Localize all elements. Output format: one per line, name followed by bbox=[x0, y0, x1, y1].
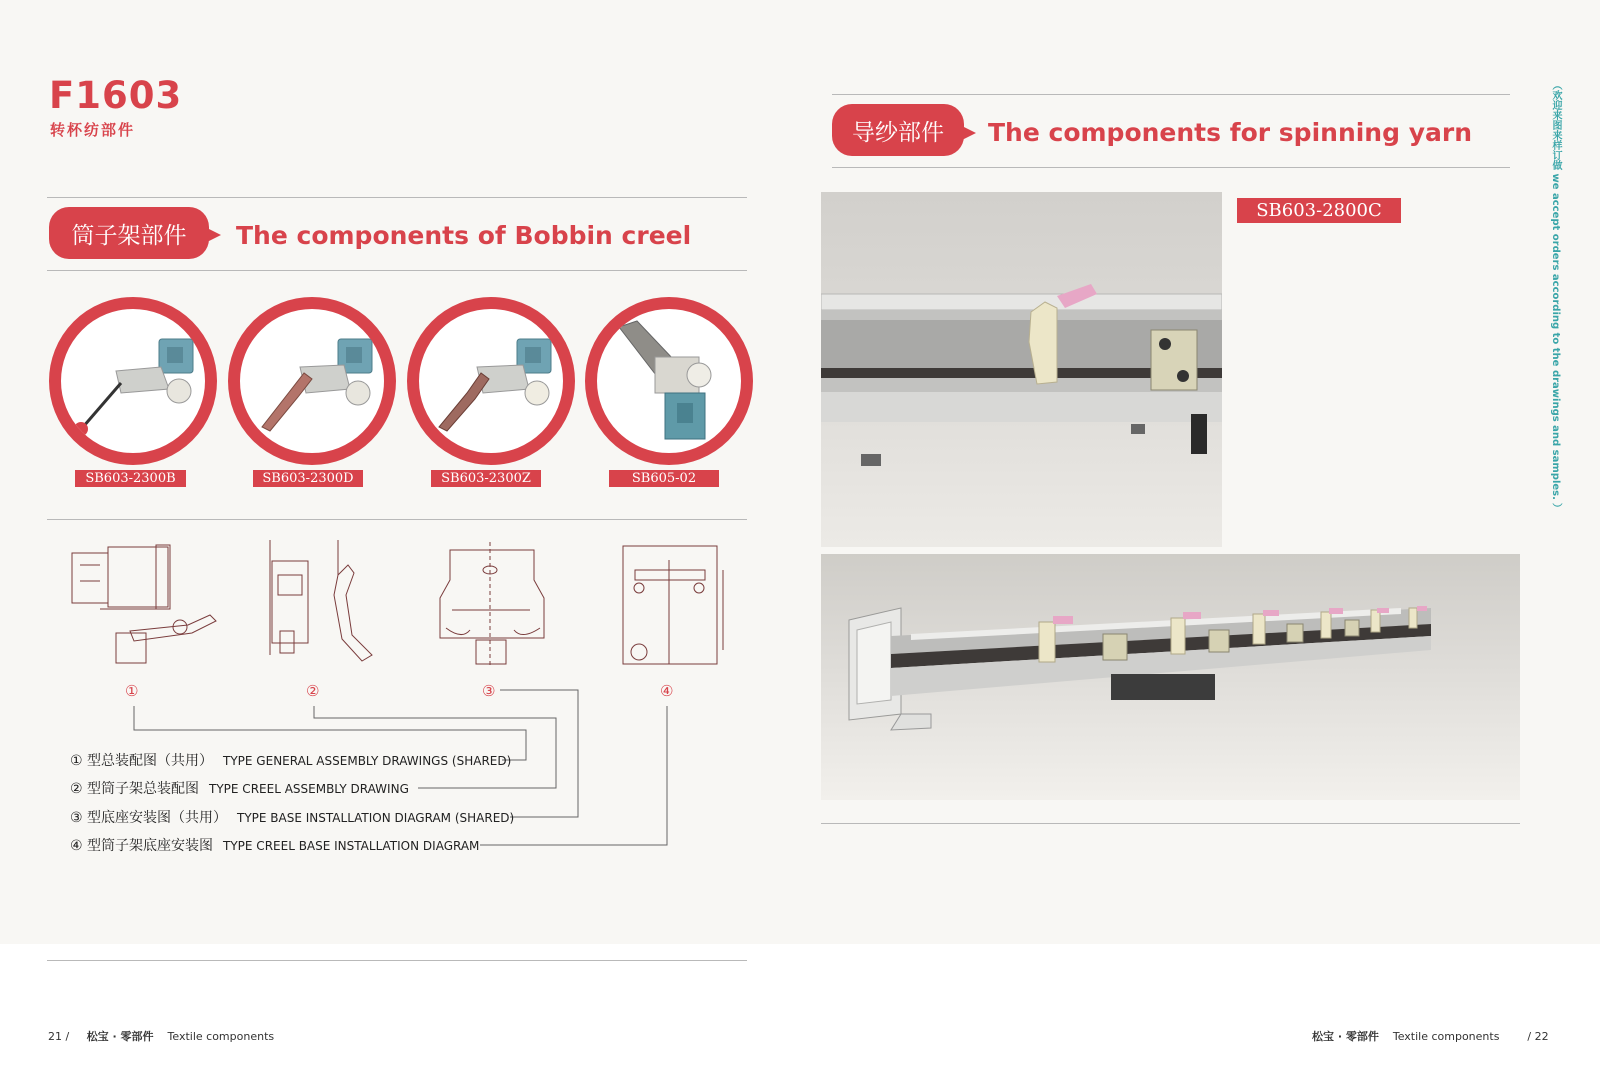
legend-leader-lines bbox=[0, 0, 760, 860]
legend-zh: ② 型筒子架总装配图 bbox=[70, 781, 200, 797]
divider bbox=[832, 94, 1510, 95]
pill-pointer bbox=[962, 126, 976, 140]
footer-left bbox=[48, 1028, 274, 1044]
model-subtitle: 转杯纺部件 bbox=[50, 121, 136, 139]
section-pill-label: 导纱部件 bbox=[852, 119, 944, 146]
footer-brand: 松宝 · 零部件 bbox=[86, 1030, 154, 1043]
page-number: 21 / bbox=[48, 1030, 70, 1043]
footer-en: Textile components bbox=[167, 1030, 275, 1043]
yarn-guide-assembly-illustration bbox=[821, 554, 1520, 800]
legend-en: TYPE CREEL ASSEMBLY DRAWING bbox=[209, 782, 409, 796]
yarn-guide-rail-illustration bbox=[821, 192, 1222, 547]
legend-zh: ③ 型底座安装图（共用） bbox=[70, 810, 228, 826]
footer-right bbox=[1312, 1028, 1549, 1044]
drawing-number-4: ④ bbox=[660, 682, 674, 700]
product-code-tag: SB603-2300D bbox=[253, 470, 363, 487]
divider bbox=[821, 823, 1520, 824]
model-code: F1603 bbox=[49, 74, 183, 117]
drawing-number-1: ① bbox=[125, 682, 139, 700]
legend-item-3 bbox=[70, 807, 514, 827]
product-code-tag: SB603-2300Z bbox=[431, 470, 541, 487]
legend-item-2 bbox=[70, 778, 409, 798]
legend-item-4 bbox=[70, 835, 479, 855]
product-code-tag-sb603-2800c: SB603-2800C bbox=[1237, 198, 1401, 223]
footer-en: Textile components bbox=[1392, 1030, 1500, 1043]
section-pill-spinning-yarn bbox=[832, 104, 964, 156]
custom-order-note: （欢迎来图来样订做 we accept orders according to the drawings and samples. ） bbox=[1550, 80, 1561, 514]
legend-en: TYPE BASE INSTALLATION DIAGRAM (SHARED) bbox=[237, 811, 515, 825]
product-code-tag: SB605-02 bbox=[609, 470, 719, 487]
product-code-tag: SB603-2300B bbox=[75, 470, 186, 487]
footer-divider bbox=[47, 960, 747, 961]
section-pill-label: 筒子架部件 bbox=[71, 222, 187, 249]
legend-zh: ④ 型筒子架底座安装图 bbox=[70, 838, 214, 854]
footer-brand: 松宝 · 零部件 bbox=[1312, 1030, 1379, 1043]
section-title-spinning-yarn: The components for spinning yarn bbox=[988, 118, 1472, 147]
page-number: / 22 bbox=[1527, 1030, 1549, 1043]
divider bbox=[832, 167, 1510, 168]
legend-item-1 bbox=[70, 750, 511, 770]
product-photo-yarn-guide-closeup bbox=[821, 192, 1222, 547]
drawing-number-2: ② bbox=[306, 682, 320, 700]
drawing-number-3: ③ bbox=[482, 682, 496, 700]
legend-zh: ① 型总装配图（共用） bbox=[70, 753, 214, 769]
legend-en: TYPE GENERAL ASSEMBLY DRAWINGS (SHARED) bbox=[223, 754, 512, 768]
section-title-bobbin-creel: The components of Bobbin creel bbox=[236, 221, 692, 250]
product-photo-yarn-guide-assembly bbox=[821, 554, 1520, 800]
legend-en: TYPE CREEL BASE INSTALLATION DIAGRAM bbox=[223, 839, 480, 853]
